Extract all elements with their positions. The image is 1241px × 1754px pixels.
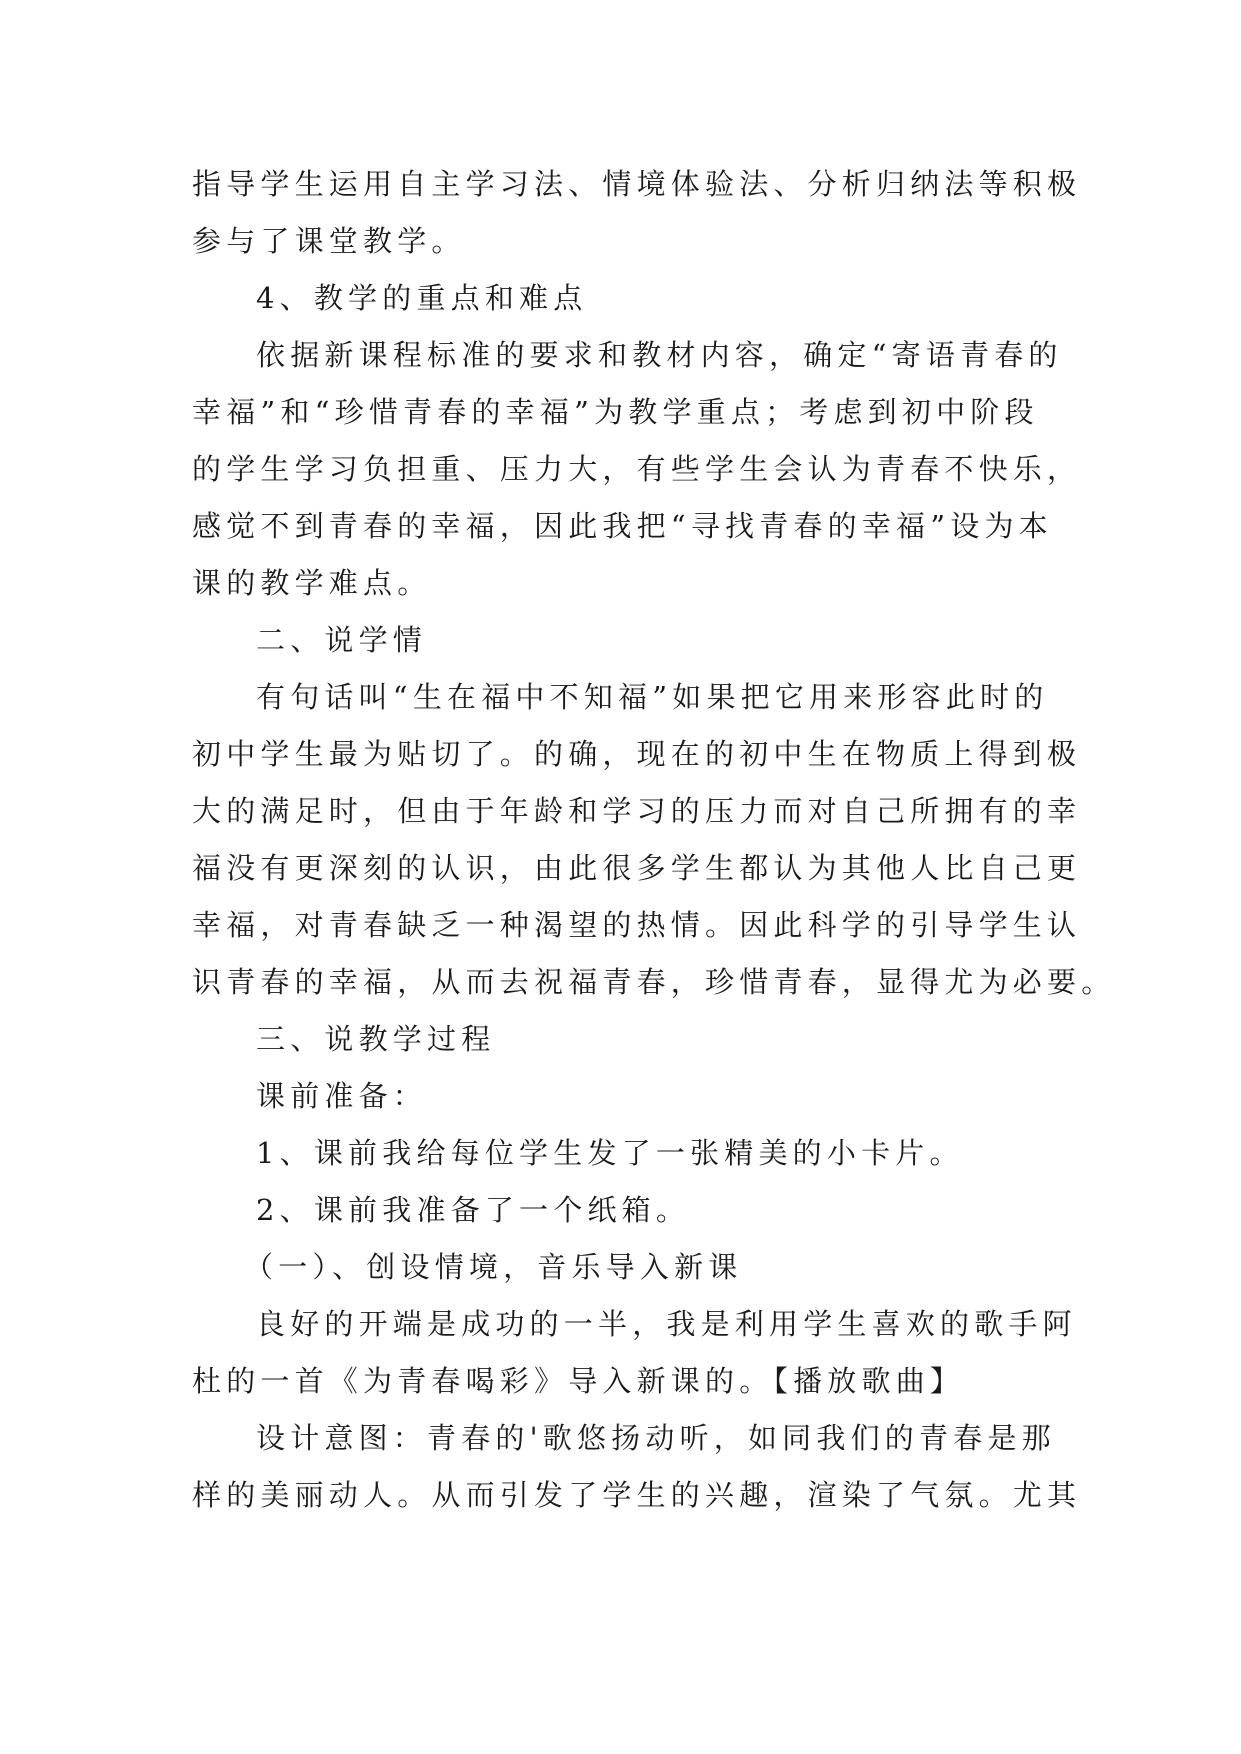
text-line-14: 幸福，对青春缺乏一种渴望的热情。因此科学的引导学生认 [192,908,1082,942]
text-line-22: 杜的一首《为青春喝彩》导入新课的。【播放歌曲】 [192,1364,965,1398]
text-line-4: 依据新课程标准的要求和教材内容，确定“寄语青春的 [256,338,1063,372]
list-item-2: 2、课前我准备了一个纸箱。 [256,1193,691,1227]
text-line-1: 指导学生运用自主学习法、情境体验法、分析归纳法等积极 [192,167,1082,201]
text-line-12: 大的满足时，但由于年龄和学习的压力而对自己所拥有的幸 [192,794,1082,828]
text-line-2: 参与了课堂教学。 [192,224,466,258]
text-line-24: 样的美丽动人。从而引发了学生的兴趣，渲染了气氛。尤其 [192,1478,1082,1512]
text-line-21: 良好的开端是成功的一半，我是利用学生喜欢的歌手阿 [256,1307,1077,1341]
section-heading-key-points: 4、教学的重点和难点 [256,281,588,315]
text-line-23: 设计意图：青春的'歌悠扬动听，如同我们的青春是那 [256,1421,1056,1455]
text-line-10: 有句话叫“生在福中不知福”如果把它用来形容此时的 [256,680,1049,714]
text-line-11: 初中学生最为贴切了。的确，现在的初中生在物质上得到极 [192,737,1082,771]
section-heading-teaching-process: 三、说教学过程 [256,1022,496,1056]
text-line-15: 识青春的幸福，从而去祝福青春，珍惜青春，显得尤为必要。 [192,965,1116,999]
document-body [192,156,1116,1524]
list-item-1: 1、课前我给每位学生发了一张精美的小卡片。 [256,1136,964,1170]
subheading-preparation: 课前准备： [256,1079,428,1113]
text-line-13: 福没有更深刻的认识，由此很多学生都认为其他人比自己更 [192,851,1082,885]
text-line-6: 的学生学习负担重、压力大，有些学生会认为青春不快乐， [192,452,1082,486]
subheading-step-one: （一）、创设情境，音乐导入新课 [244,1250,743,1284]
text-line-8: 课的教学难点。 [192,566,432,600]
text-line-5: 幸福”和“珍惜青春的幸福”为教学重点；考虑到初中阶段 [192,395,1039,429]
section-heading-student-analysis: 二、说学情 [256,623,428,657]
text-line-7: 感觉不到青春的幸福，因此我把“寻找青春的幸福”设为本 [192,509,1053,543]
